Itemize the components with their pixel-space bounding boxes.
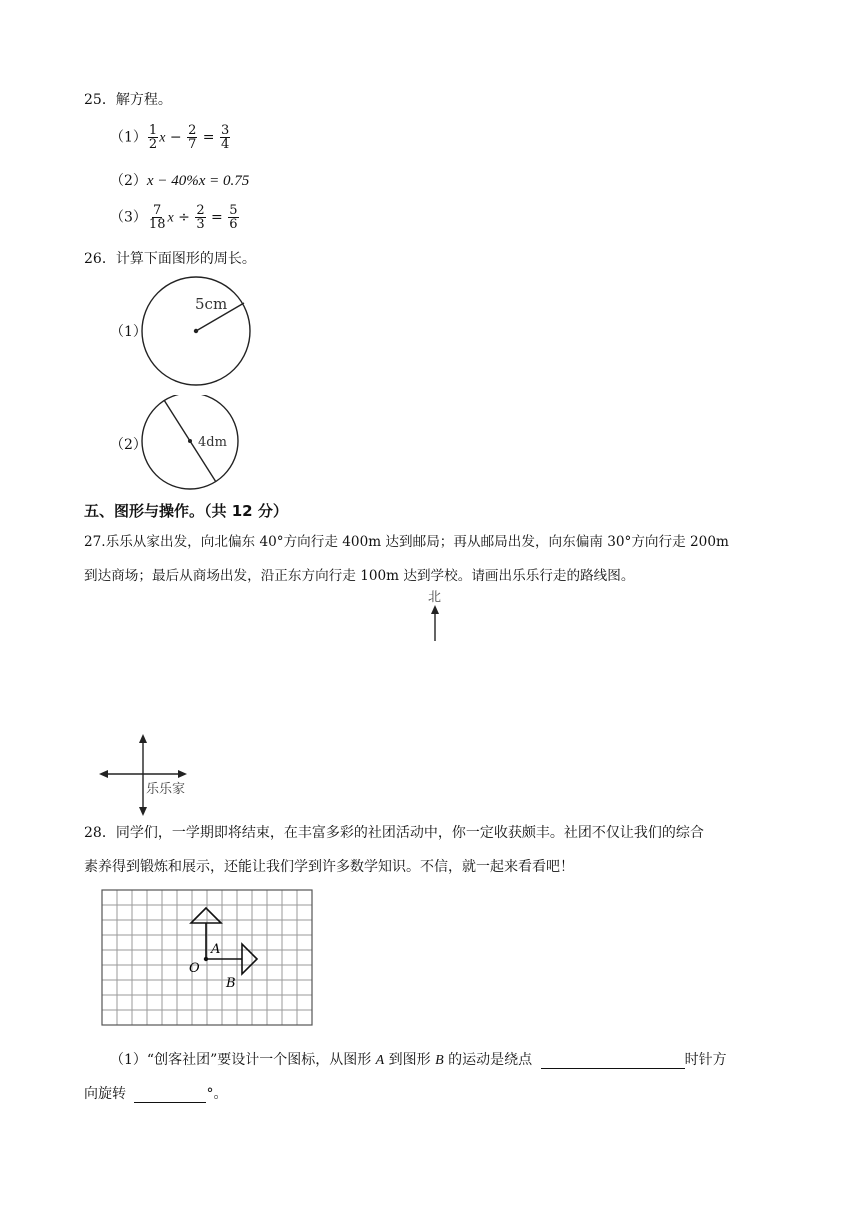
q27-line-1 [84, 530, 729, 550]
q25-item-3-label: （3） [110, 209, 147, 226]
q28-sub1-text: （1）“创客社团”要设计一个图标，从图形 [110, 1052, 376, 1068]
q28-sub1-line-1 [110, 1049, 727, 1069]
fraction: $\frac{2}{7}$ [188, 123, 197, 152]
north-arrow [428, 604, 442, 642]
circle-radius-figure [140, 275, 255, 387]
operator: ÷ [173, 209, 195, 226]
q28-sub1-text: 的运动是绕点 [443, 1052, 537, 1068]
north-label: 北 [428, 590, 442, 605]
q28-text-1: 同学们，一学期即将结束，在丰富多彩的社团活动中，你一定收获颇丰。社团不仅让我们的综合 [115, 825, 704, 841]
q25-item-1 [110, 124, 231, 151]
q28-sub1-text: 到图形 [384, 1052, 436, 1068]
q28-line-2: 素养得到锻炼和展示，还能让我们学到许多数学知识。不信，就一起来看看吧！ [84, 859, 574, 875]
q26-fig1-label: （1） [110, 324, 147, 340]
fraction: $\frac{2}{3}$ [196, 203, 205, 232]
fraction: $\frac{5}{6}$ [229, 203, 238, 232]
circle-diameter-figure [140, 395, 245, 491]
radius-label: 5cm [195, 295, 228, 313]
q25-item-2 [110, 170, 249, 190]
q25-item-2-label: （2） [110, 173, 147, 189]
variable: x [167, 210, 174, 226]
q26-number: 26． [84, 251, 116, 267]
point-o [204, 957, 208, 961]
answer-blank-point[interactable] [541, 1054, 685, 1069]
variable: x [159, 130, 166, 146]
label-b: B [226, 976, 236, 991]
equals: = [206, 209, 228, 226]
home-label: 乐乐家 [146, 782, 186, 797]
q27-number: 27. [84, 534, 106, 550]
operator: − [165, 129, 187, 146]
q28-sub1-text: 时针方 [684, 1052, 727, 1068]
q25-heading [84, 89, 172, 109]
q25-title: 解方程。 [115, 92, 172, 108]
q27-text-1: 乐乐从家出发，向北偏东 40°方向行走 400m 达到邮局；再从邮局出发，向东偏南 30°方向行走 200m [105, 534, 729, 550]
answer-blank-angle[interactable] [134, 1088, 206, 1103]
label-o: O [189, 961, 200, 976]
fraction: $\frac{1}{2}$ [148, 123, 158, 152]
section-heading: 五、图形与操作。（共 12 分） [84, 502, 288, 520]
q27-line-2: 到达商场；最后从商场出发，沿正东方向行走 100m 达到学校。请画出乐乐行走的路线图。 [84, 568, 635, 584]
compass-cross [98, 733, 190, 817]
q25-item-2-expr: x − 40%x = 0.75 [146, 173, 250, 189]
q28-sub1-text: 向旋转 [84, 1086, 131, 1102]
rotation-grid [100, 888, 316, 1032]
q28-sub1-line-2 [84, 1083, 227, 1103]
q28-line-1 [84, 822, 704, 842]
q25-item-1-label: （1） [110, 129, 147, 146]
fraction: $\frac{3}{4}$ [220, 123, 230, 152]
q26-fig2-label: （2） [110, 437, 147, 453]
q28-sub1-text: °。 [206, 1086, 228, 1102]
fraction: $\frac{7}{18}$ [148, 203, 166, 232]
equals: = [198, 129, 219, 146]
label-a: A [211, 942, 221, 957]
q26-heading [84, 248, 256, 268]
figure-b-ref: B [435, 1053, 444, 1068]
q26-title: 计算下面图形的周长。 [115, 251, 256, 267]
q25-number: 25． [84, 92, 116, 108]
q25-item-3 [110, 204, 240, 231]
figure-a-ref: A [375, 1053, 385, 1068]
q28-number: 28． [84, 825, 116, 841]
diameter-label: 4dm [198, 435, 227, 450]
